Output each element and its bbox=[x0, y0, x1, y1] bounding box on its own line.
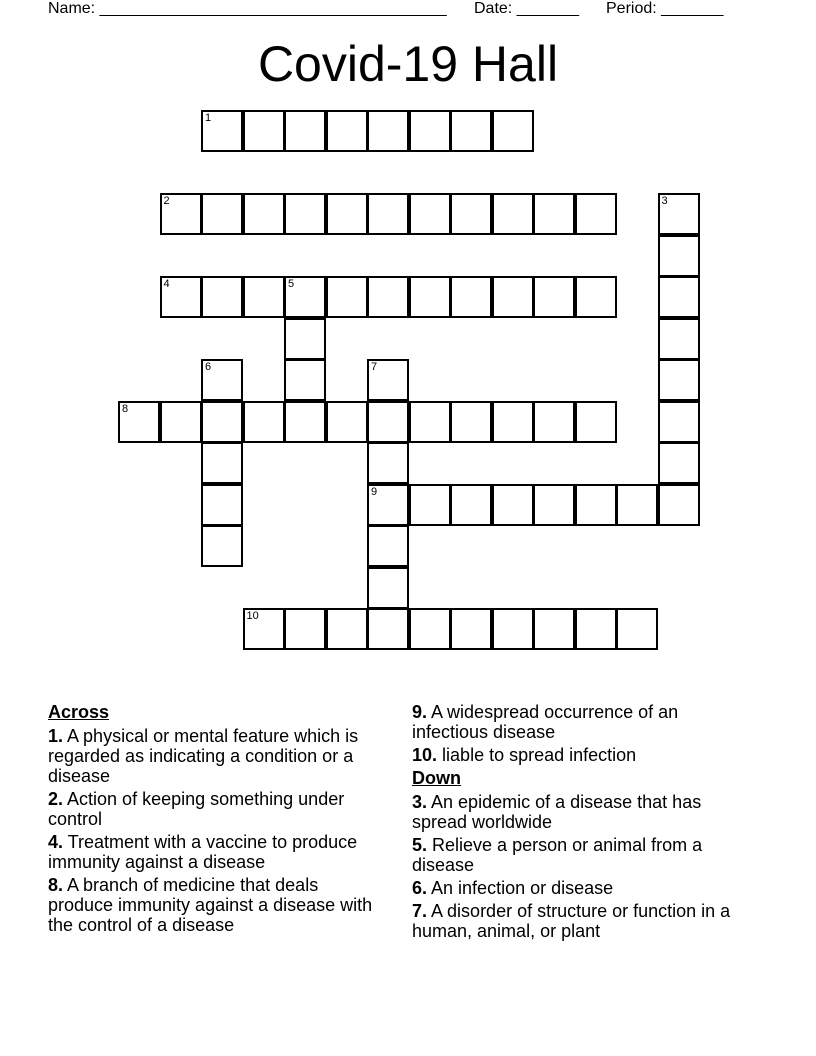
clue-number: 10 bbox=[246, 610, 259, 622]
period-field-label: Period: _______ bbox=[606, 0, 724, 17]
crossword-cell[interactable] bbox=[201, 484, 243, 526]
crossword-cell[interactable] bbox=[409, 276, 451, 318]
clue-across-2: 2. Action of keeping something under control bbox=[48, 789, 345, 829]
crossword-cell[interactable] bbox=[575, 276, 617, 318]
clue-across-10: 10. liable to spread infection bbox=[412, 745, 637, 765]
name-field-label: Name: _______________________________________ bbox=[48, 0, 447, 17]
crossword-cell[interactable] bbox=[326, 193, 368, 235]
crossword-cell[interactable] bbox=[367, 359, 409, 401]
crossword-cell[interactable] bbox=[243, 401, 285, 443]
crossword-cell[interactable] bbox=[409, 110, 451, 152]
crossword-cell[interactable] bbox=[575, 193, 617, 235]
crossword-cell[interactable] bbox=[492, 401, 534, 443]
crossword-cell[interactable] bbox=[367, 567, 409, 609]
crossword-cell[interactable] bbox=[243, 608, 285, 650]
crossword-cell[interactable] bbox=[450, 608, 492, 650]
clue-down-3: 3. An epidemic of a disease that has spread worldwide bbox=[412, 792, 702, 832]
crossword-cell[interactable] bbox=[201, 401, 243, 443]
crossword-cell[interactable] bbox=[450, 110, 492, 152]
clue-across-1: 1. A physical or mental feature which is regarded as indicating a condition or a disease bbox=[48, 726, 359, 786]
crossword-cell[interactable] bbox=[284, 401, 326, 443]
crossword-cell[interactable] bbox=[367, 442, 409, 484]
crossword-cell[interactable] bbox=[575, 401, 617, 443]
crossword-cell[interactable] bbox=[160, 276, 202, 318]
crossword-cell[interactable] bbox=[326, 608, 368, 650]
crossword-cell[interactable] bbox=[450, 484, 492, 526]
crossword-cell[interactable] bbox=[367, 525, 409, 567]
crossword-cell[interactable] bbox=[243, 110, 285, 152]
clue-down-6: 6. An infection or disease bbox=[412, 878, 614, 898]
clue-across-4: 4. Treatment with a vaccine to produce immunity against a disease bbox=[48, 832, 358, 872]
crossword-cell[interactable] bbox=[367, 608, 409, 650]
crossword-cell[interactable] bbox=[243, 276, 285, 318]
crossword-cell[interactable] bbox=[658, 401, 700, 443]
crossword-cell[interactable] bbox=[492, 608, 534, 650]
crossword-cell[interactable] bbox=[201, 193, 243, 235]
crossword-cell[interactable] bbox=[616, 484, 658, 526]
clue-across-8: 8. A branch of medicine that deals produce immunity against a disease with the control of a disease bbox=[48, 875, 373, 935]
crossword-cell[interactable] bbox=[326, 401, 368, 443]
crossword-cell[interactable] bbox=[409, 484, 451, 526]
crossword-cell[interactable] bbox=[533, 484, 575, 526]
clues-column-left bbox=[48, 702, 388, 938]
clue-number: 7 bbox=[371, 361, 378, 373]
crossword-cell[interactable] bbox=[658, 235, 700, 277]
crossword-cell[interactable] bbox=[492, 484, 534, 526]
crossword-cell[interactable] bbox=[492, 276, 534, 318]
crossword-cell[interactable] bbox=[492, 110, 534, 152]
crossword-cell[interactable] bbox=[201, 525, 243, 567]
clues-column-right bbox=[412, 702, 757, 944]
crossword-cell[interactable] bbox=[450, 276, 492, 318]
crossword-cell[interactable] bbox=[409, 608, 451, 650]
clue-down-7: 7. A disorder of structure or function in a human, animal, or plant bbox=[412, 901, 731, 941]
crossword-cell[interactable] bbox=[533, 401, 575, 443]
clue-number: 9 bbox=[371, 485, 378, 498]
crossword-cell[interactable] bbox=[658, 318, 700, 360]
date-field-label: Date: _______ bbox=[474, 0, 579, 17]
crossword-cell[interactable] bbox=[284, 276, 326, 318]
crossword-cell[interactable] bbox=[201, 442, 243, 484]
clue-down-5: 5. Relieve a person or animal from a disease bbox=[412, 835, 703, 875]
crossword-cell[interactable] bbox=[284, 359, 326, 401]
across-heading: Across bbox=[48, 702, 110, 722]
crossword-cell[interactable] bbox=[367, 110, 409, 152]
crossword-cell[interactable] bbox=[616, 608, 658, 650]
crossword-cell[interactable] bbox=[367, 484, 409, 526]
crossword-cell[interactable] bbox=[160, 401, 202, 443]
crossword-cell[interactable] bbox=[658, 359, 700, 401]
clue-number: 6 bbox=[205, 361, 212, 373]
crossword-cell[interactable] bbox=[658, 193, 700, 235]
crossword-cell[interactable] bbox=[450, 401, 492, 443]
crossword-cell[interactable] bbox=[201, 359, 243, 401]
crossword-cell[interactable] bbox=[118, 401, 160, 443]
crossword-cell[interactable] bbox=[409, 401, 451, 443]
crossword-cell[interactable] bbox=[284, 193, 326, 235]
crossword-cell[interactable] bbox=[575, 608, 617, 650]
crossword-cell[interactable] bbox=[284, 110, 326, 152]
crossword-cell[interactable] bbox=[367, 193, 409, 235]
clue-number: 5 bbox=[288, 278, 295, 290]
clue-number: 3 bbox=[661, 195, 668, 207]
clue-across-9: 9. A widespread occurrence of an infectious disease bbox=[412, 702, 679, 742]
clue-number: 2 bbox=[163, 195, 170, 207]
crossword-cell[interactable] bbox=[243, 193, 285, 235]
crossword-cell[interactable] bbox=[367, 276, 409, 318]
crossword-cell[interactable] bbox=[533, 608, 575, 650]
crossword-cell[interactable] bbox=[409, 193, 451, 235]
crossword-cell[interactable] bbox=[658, 484, 700, 526]
down-heading: Down bbox=[412, 768, 461, 788]
clue-number: 4 bbox=[163, 278, 170, 290]
crossword-cell[interactable] bbox=[201, 110, 243, 152]
page-title: Covid-19 Hall bbox=[257, 36, 559, 92]
crossword-cell[interactable] bbox=[284, 608, 326, 650]
crossword-cell[interactable] bbox=[492, 193, 534, 235]
crossword-cell[interactable] bbox=[367, 401, 409, 443]
crossword-cell[interactable] bbox=[450, 193, 492, 235]
clue-number: 1 bbox=[205, 112, 212, 124]
crossword-cell[interactable] bbox=[658, 442, 700, 484]
crossword-cell[interactable] bbox=[658, 276, 700, 318]
crossword-cell[interactable] bbox=[160, 193, 202, 235]
crossword-cell[interactable] bbox=[533, 276, 575, 318]
crossword-cell[interactable] bbox=[201, 276, 243, 318]
crossword-cell[interactable] bbox=[326, 110, 368, 152]
crossword-cell[interactable] bbox=[284, 318, 326, 360]
crossword-cell[interactable] bbox=[326, 276, 368, 318]
clue-number: 8 bbox=[122, 402, 129, 415]
crossword-cell[interactable] bbox=[533, 193, 575, 235]
crossword-cell[interactable] bbox=[575, 484, 617, 526]
